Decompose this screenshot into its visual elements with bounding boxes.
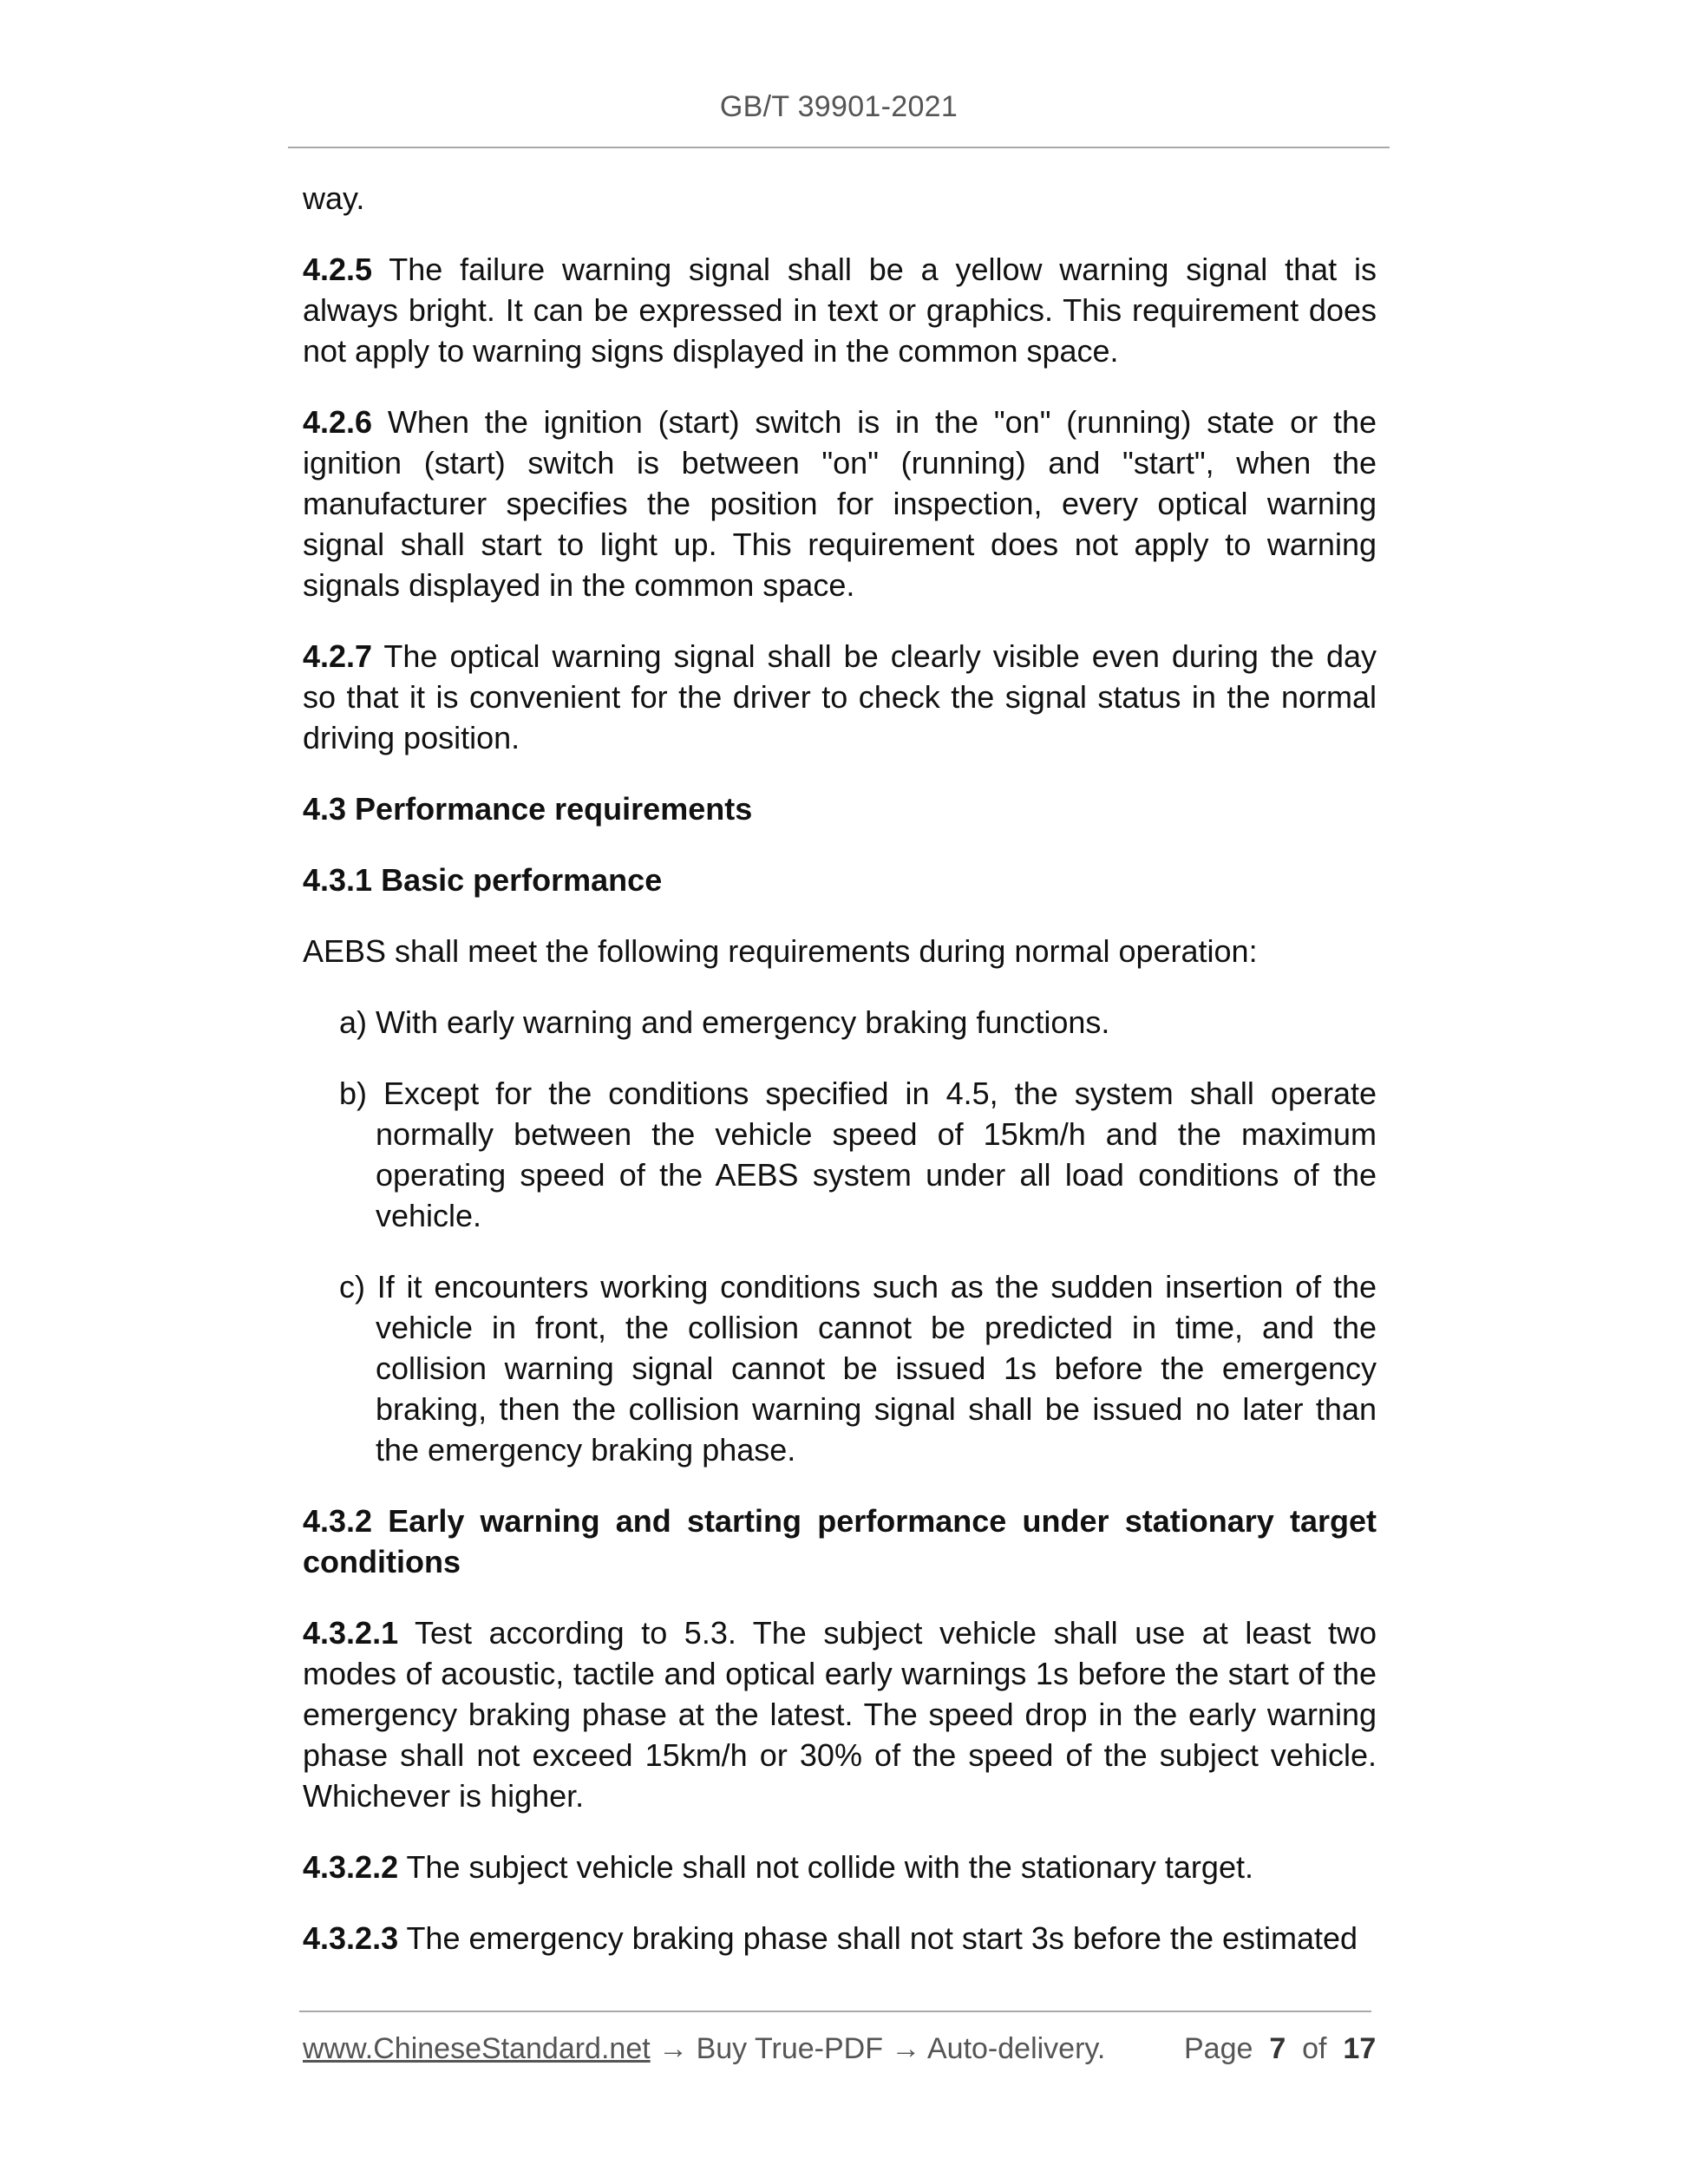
section-heading-4-3-1: 4.3.1 Basic performance (303, 862, 663, 898)
clause-4-2-6 (303, 402, 1377, 605)
clause-4-2-7 (303, 636, 1377, 758)
clause-number: 4.3.2.2 (303, 1849, 399, 1885)
clause-text: The subject vehicle shall not collide with the stationary target. (398, 1849, 1253, 1885)
footer-divider (299, 2011, 1371, 2012)
page-of-label: of (1302, 2032, 1327, 2065)
section-heading-4-3: 4.3 Performance requirements (303, 791, 753, 827)
clause-4-3-2-3 (303, 1918, 1377, 1958)
page-indicator (1184, 2032, 1376, 2066)
footer-promo-text: → Buy True-PDF → Auto-delivery. (650, 2032, 1106, 2065)
list-item: b) Except for the conditions specified in 4.5, the system shall operate normally between the vehicle speed of 15km/h and the maximum operating speed of the AEBS system under all load conditions of the vehicle. (339, 1076, 1377, 1233)
clause-number: 4.2.6 (303, 404, 373, 440)
clause-text: The failure warning signal shall be a yellow warning signal that is always bright. It can be expressed in text or graphics. This requirement does not apply to warning signs displayed in the common space. (303, 252, 1377, 369)
clause-4-3-2-2 (303, 1847, 1377, 1887)
page-total: 17 (1343, 2032, 1377, 2065)
continuation-text: way. (303, 180, 365, 216)
footer-promo (303, 2032, 1105, 2066)
clause-text: The emergency braking phase shall not start 3s before the estimated (398, 1920, 1358, 1956)
page-label: Page (1184, 2032, 1253, 2065)
document-code-header: GB/T 39901-2021 (719, 90, 958, 123)
clause-text: Test according to 5.3. The subject vehicle shall use at least two modes of acoustic, tactile and optical early warnings 1s before the start of the emergency braking phase at the latest. The speed drop in the early warning phase shall not exceed 15km/h or 30% of the speed of the subject vehicle. Whichever is higher. (303, 1615, 1377, 1814)
clause-text: The optical warning signal shall be clearly visible even during the day so that it is convenient for the driver to check the signal status in the normal driving position. (303, 638, 1377, 755)
page-content (303, 178, 1377, 1989)
basic-performance-intro: AEBS shall meet the following requirements during normal operation: (303, 933, 1258, 969)
clause-number: 4.3.2.3 (303, 1920, 399, 1956)
list-item: a) With early warning and emergency braking functions. (339, 1004, 1110, 1040)
clause-4-2-5 (303, 249, 1377, 371)
page-current: 7 (1269, 2032, 1286, 2065)
header-divider (288, 147, 1390, 148)
section-heading-4-3-2: 4.3.2 Early warning and starting performance under stationary target conditions (303, 1503, 1377, 1579)
clause-4-3-2-1 (303, 1612, 1377, 1816)
clause-number: 4.2.7 (303, 638, 373, 674)
clause-text: When the ignition (start) switch is in the "on" (running) state or the ignition (start) switch is between "on" (running) and "start", when the manufacturer specifies the position for inspection, every optical warning signal shall start to light up. This requirement does not apply to warning signals displayed in the common space. (303, 404, 1377, 603)
chinesestandard-link[interactable]: www.ChineseStandard.net (303, 2032, 651, 2065)
clause-number: 4.2.5 (303, 252, 373, 287)
clause-number: 4.3.2.1 (303, 1615, 399, 1651)
list-item: c) If it encounters working conditions such as the sudden insertion of the vehicle in front, the collision cannot be predicted in time, and the collision warning signal cannot be issued 1s before the emergency braking, then the collision warning signal shall be issued no later than the emergency braking phase. (339, 1269, 1377, 1468)
